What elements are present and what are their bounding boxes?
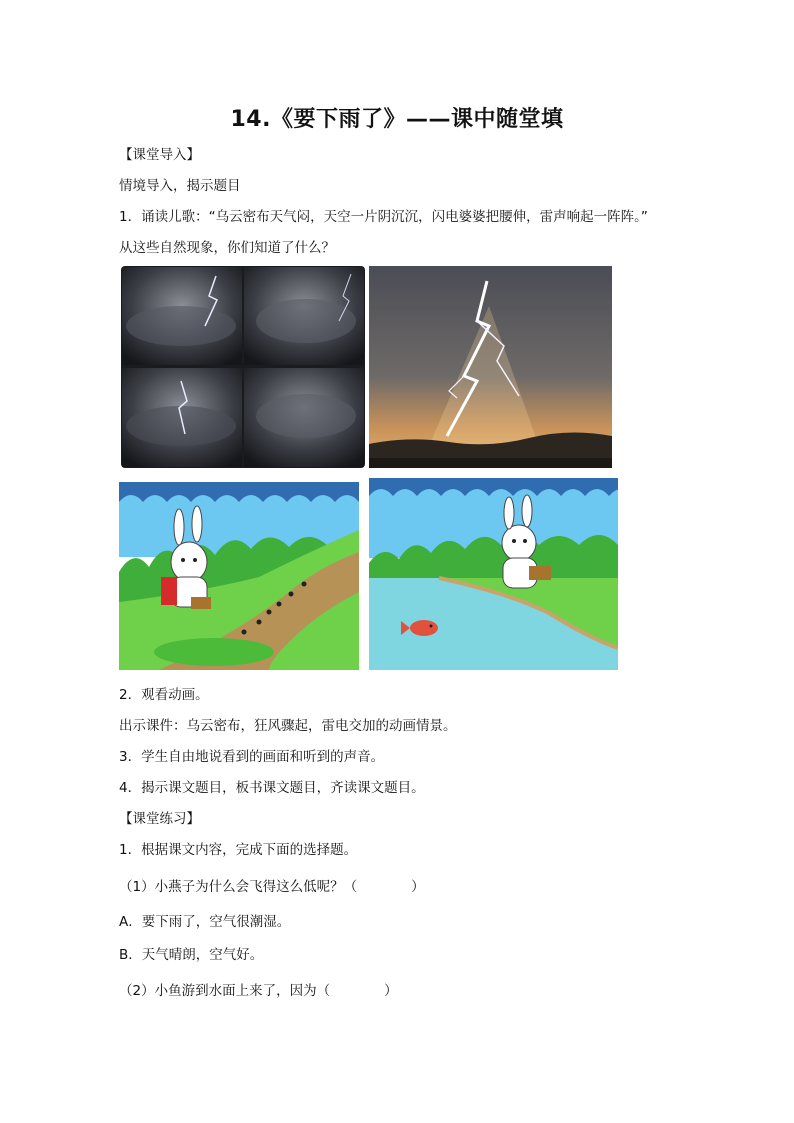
rabbit-fish-image xyxy=(369,478,618,670)
section-heading-practice: 【课堂练习】 xyxy=(119,811,200,827)
item-3: 3．学生自由地说看到的画面和听到的声音。 xyxy=(119,749,385,765)
intro-line: 情境导入，揭示题目 xyxy=(119,178,241,194)
question-1-option-b: B．天气晴朗，空气好。 xyxy=(119,947,264,963)
question-2: （2）小鱼游到水面上来了，因为（ ） xyxy=(119,983,398,999)
rabbit-ants-image xyxy=(119,482,359,670)
storm-clouds-image xyxy=(121,266,365,468)
item-2-description: 出示课件：乌云密布，狂风骤起，雷电交加的动画情景。 xyxy=(119,718,457,734)
item-1: 1．诵读儿歌：“乌云密布天气闷，天空一片阴沉沉，闪电婆婆把腰伸，雷声响起一阵阵。” xyxy=(119,209,648,225)
item-1-question: 从这些自然现象，你们知道了什么？ xyxy=(119,240,335,256)
item-4: 4．揭示课文题目，板书课文题目，齐读课文题目。 xyxy=(119,780,425,796)
question-1: （1）小燕子为什么会飞得这么低呢？（ ） xyxy=(119,879,425,895)
section-heading-intro: 【课堂导入】 xyxy=(119,147,200,163)
practice-1: 1．根据课文内容，完成下面的选择题。 xyxy=(119,842,358,858)
lightning-image xyxy=(369,266,612,468)
page-title: 14.《要下雨了》——课中随堂填 xyxy=(230,107,564,132)
question-1-option-a: A．要下雨了，空气很潮湿。 xyxy=(119,914,291,930)
item-2: 2．观看动画。 xyxy=(119,687,209,703)
